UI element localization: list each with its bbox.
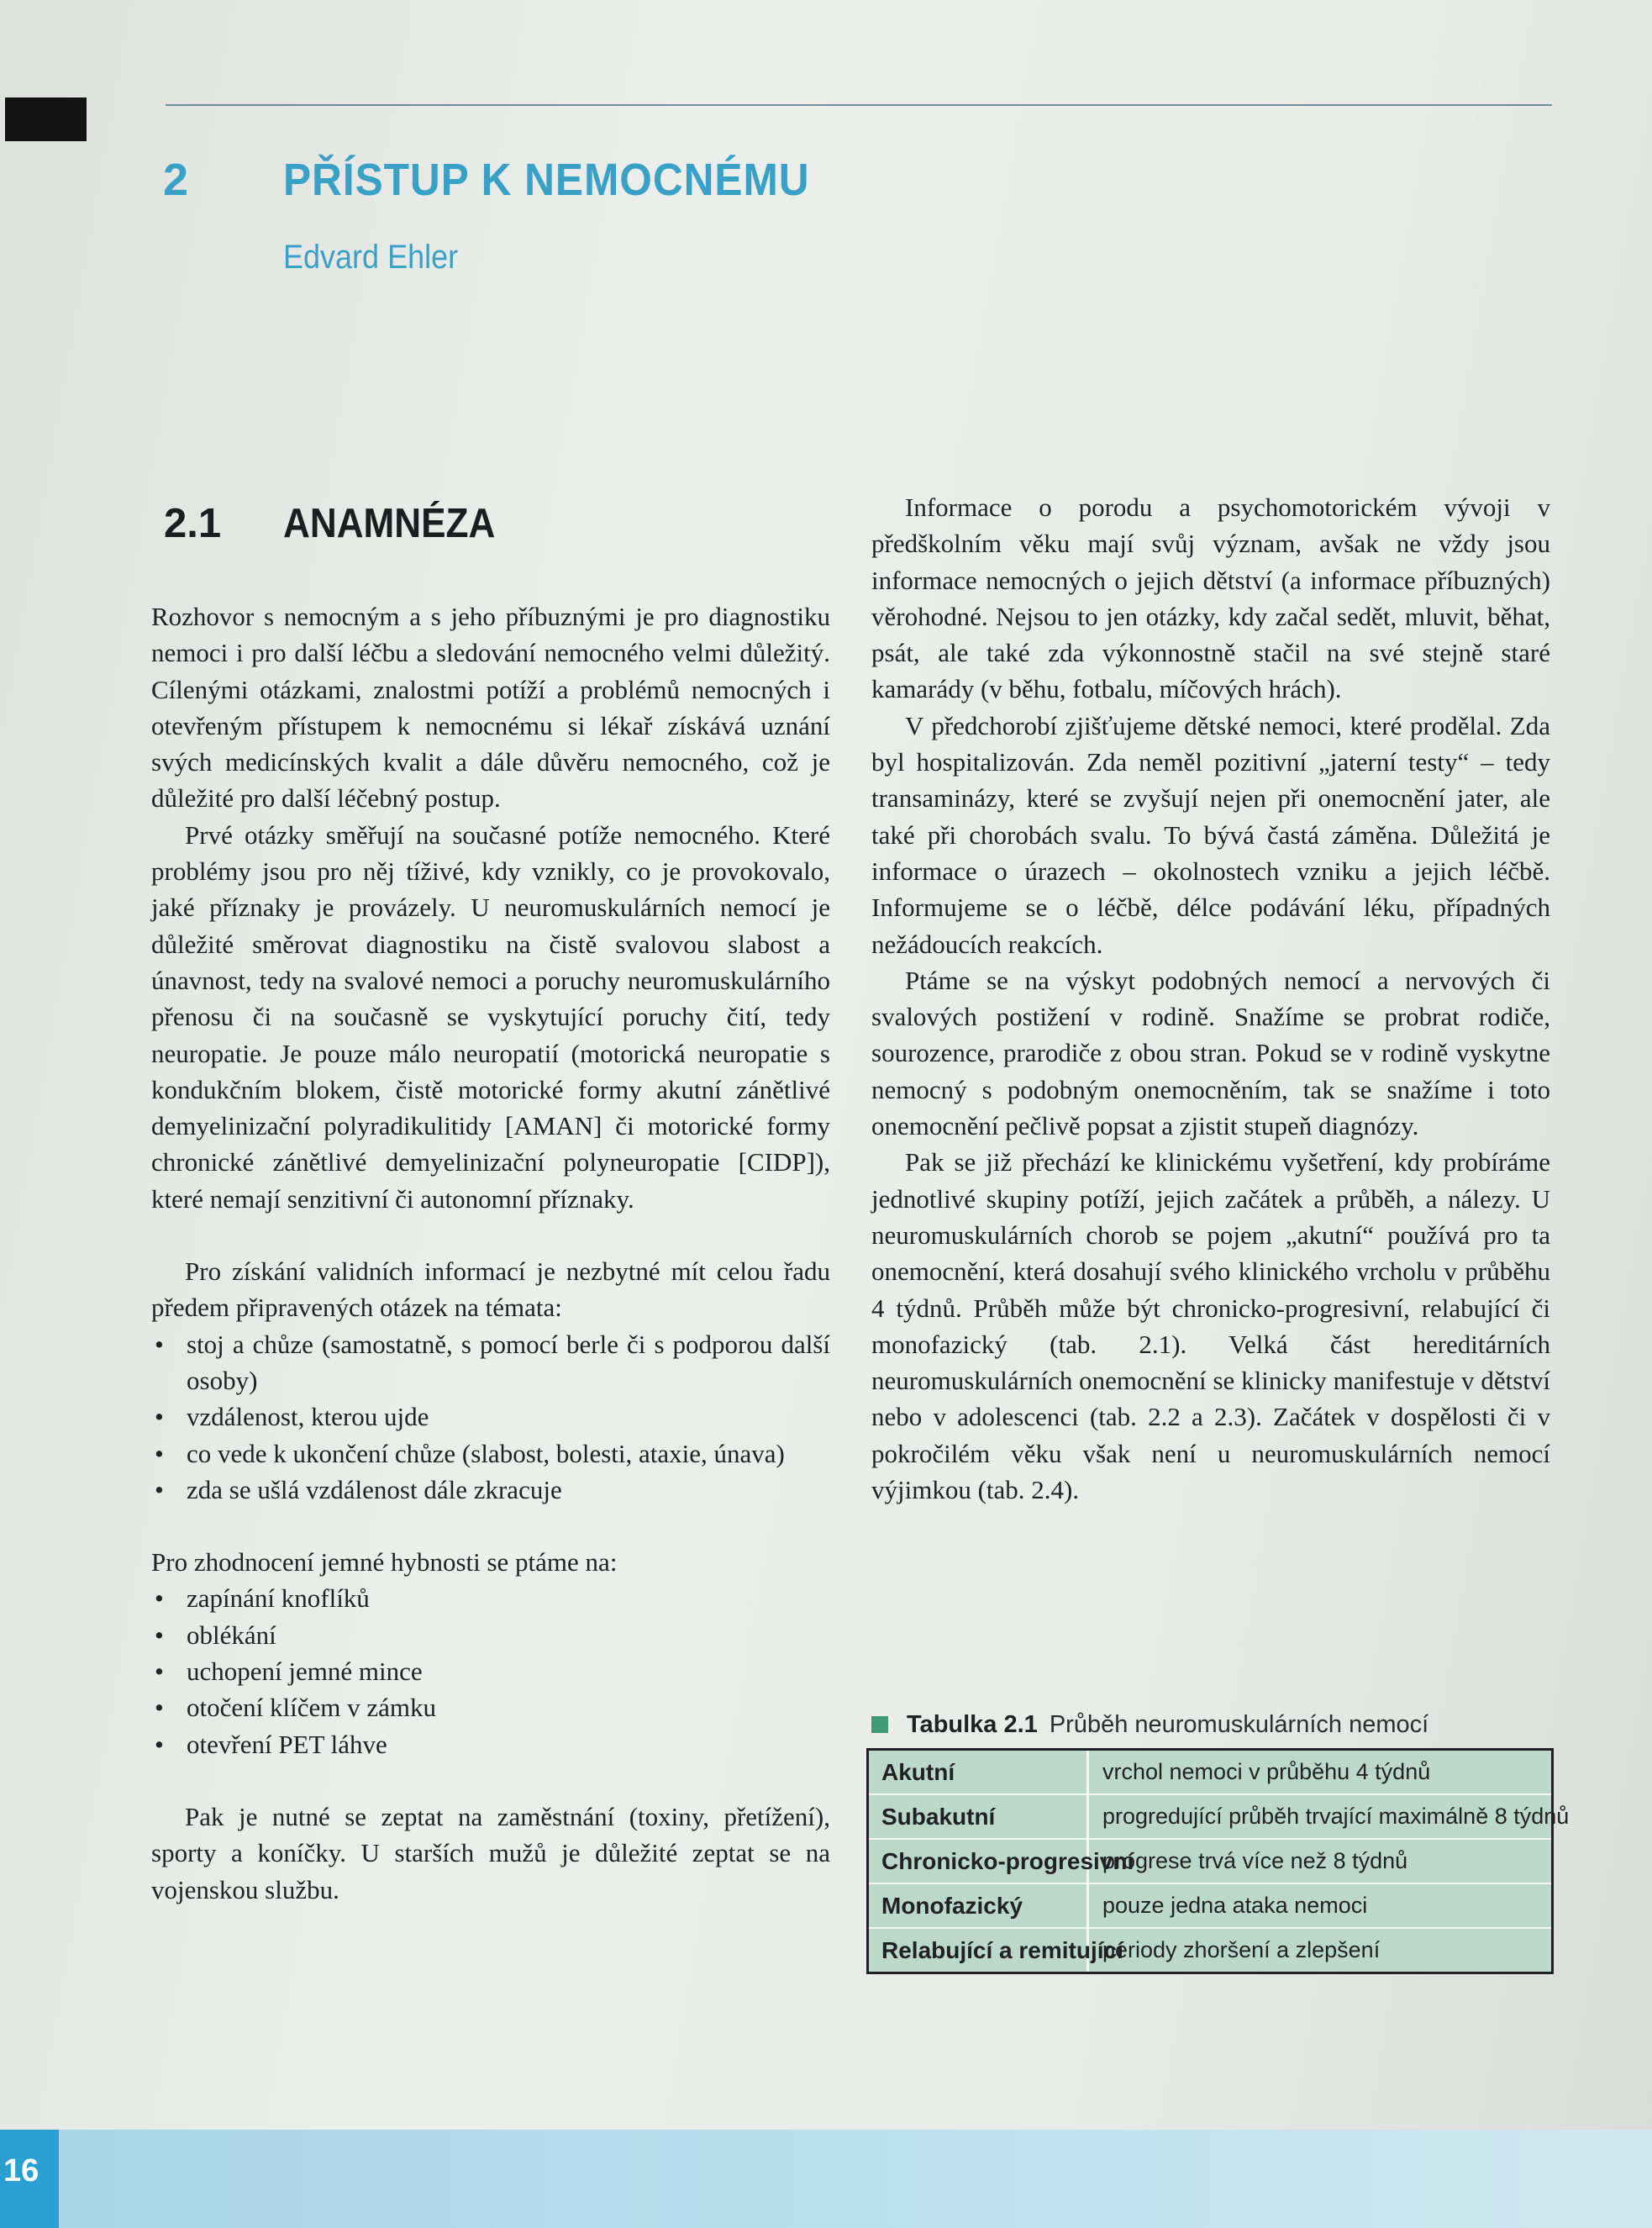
list-item bbox=[151, 1617, 830, 1653]
chapter-number: 2 bbox=[163, 155, 190, 205]
table-caption bbox=[871, 1708, 1428, 1741]
list-item bbox=[151, 1726, 830, 1762]
table-cell-desc: progredující průběh trvající maximálně 8 týdnů bbox=[1102, 1804, 1570, 1829]
table-row bbox=[869, 1883, 1551, 1927]
list-item-text: uchopení jemné mince bbox=[187, 1657, 423, 1687]
list-item-text: co vede k ukončení chůze (slabost, bolesti, ataxie, únava) bbox=[187, 1438, 785, 1468]
bullet-icon: • bbox=[155, 1657, 164, 1687]
paragraph: Prvé otázky směřují na současné potíže nemocného. Které problémy jsou pro něj tíživé, kdy vznikly, co je provokovalo, jaké příznaky je provázely. U neuromuskulárních nemocí je důležité směrovat diagnostiku na čistě svalovou slabost a únavnost, tedy na svalové nemoci a poruchy neuromuskulárního přenosu či na současně se vyskytující poruchy čití, tedy neuropatie. Je pouze málo neuropatií (motorická neuropatie s kondukčním blokem, čistě motorické formy akutní zánětlivé demyelinizační polyradikulitidy [AMAN] či motorické formy chronické zánětlivé demyelinizační polyneuropatie [CIDP]), které nemají senzitivní či autonomní příznaky. bbox=[151, 819, 830, 1214]
list-item-text: zda se ušlá vzdálenost dále zkracuje bbox=[187, 1474, 562, 1504]
list-item-text: otevření PET láhve bbox=[187, 1729, 387, 1759]
list-item bbox=[151, 1689, 830, 1725]
fine-motor-list bbox=[151, 1580, 830, 1762]
list-item-text: stoj a chůze (samostatně, s pomocí berle či s podporou další osoby) bbox=[187, 1329, 830, 1395]
list-item-text: vzdálenost, kterou ujde bbox=[187, 1402, 429, 1432]
list-item bbox=[151, 1472, 830, 1508]
topic-list bbox=[151, 1326, 830, 1508]
bullet-icon: • bbox=[155, 1402, 164, 1432]
list-item bbox=[151, 1435, 830, 1472]
list-item bbox=[151, 1653, 830, 1689]
list-item bbox=[151, 1326, 830, 1399]
right-column bbox=[871, 489, 1550, 1508]
bullet-icon: • bbox=[155, 1438, 164, 1468]
bullet-icon: • bbox=[155, 1729, 164, 1759]
chapter-author: Edvard Ehler bbox=[283, 239, 459, 276]
table-cell-term: Monofazický bbox=[869, 1884, 1089, 1927]
bullet-icon: • bbox=[155, 1583, 164, 1614]
paragraph: Pak je nutné se zeptat na zaměstnání (toxiny, přetížení), sporty a koníčky. U starších mužů je důležité zeptat se na vojenskou službu. bbox=[151, 1801, 830, 1904]
table-cell-desc: progrese trvá více než 8 týdnů bbox=[1102, 1848, 1408, 1873]
chapter-title: PŘÍSTUP K NEMOCNÉMU bbox=[283, 155, 810, 205]
paragraph: Pak se již přechází ke klinickému vyšetření, kdy probíráme jednotlivé skupiny potíží, jejich začátek a průběh, a nálezy. U neuromuskulárních chorob se pojem „akutní“ používá pro ta onemocnění, která dosahují svého klinického vrcholu v průběhu 4 týdnů. Průběh může být chronicko-progresivní, relabující či monofazický (tab. 2.1). Velká část hereditárních neuromuskulárních onemocnění se klinicky manifestuje v dětství nebo v adolescenci (tab. 2.2 a 2.3). Začátek v dospělosti či v pokročilém věku však není u neuromuskulárních nemocí výjimkou (tab. 2.4). bbox=[871, 1147, 1550, 1505]
list-item-text: oblékání bbox=[187, 1620, 276, 1650]
course-table bbox=[866, 1748, 1570, 1974]
table-row bbox=[869, 1751, 1551, 1793]
table-caption-text: Průběh neuromuskulárních nemocí bbox=[1049, 1710, 1429, 1738]
table-cell-term: Chronicko-progresivní bbox=[869, 1840, 1089, 1883]
paragraph: V předchorobí zjišťujeme dětské nemoci, které prodělal. Zda byl hospitalizován. Zda neměl pozitivní „jaterní testy“ – tedy transaminázy, které se zvyšují nejen při onemocnění jater, ale také při chorobách svalu. To bývá častá záměna. Důležitá je informace o úrazech – okolnostech vzniku a jejich léčbě. Informujeme se o léčbě, délce podávání léku, případných nežádoucích reakcích. bbox=[871, 710, 1550, 959]
table-cell-term: Relabující a remitující bbox=[869, 1929, 1089, 1972]
table-cell-term: Akutní bbox=[869, 1751, 1089, 1793]
table-row bbox=[869, 1793, 1570, 1838]
table-cell-desc: periody zhoršení a zlepšení bbox=[1102, 1937, 1381, 1962]
list-item bbox=[151, 1398, 830, 1435]
paragraph: Informace o porodu a psychomotorickém vývoji v předškolním věku mají svůj význam, avšak ne vždy jsou informace nemocných o jejich dětství (a informace příbuzných) věrohodné. Nejsou to jen otázky, kdy začal sedět, mluvit, běhat, psát, ale také zda výkonnostně stačil na své stejně staré kamarády (v běhu, fotbalu, míčových hrách). bbox=[871, 492, 1550, 704]
bullet-icon: • bbox=[155, 1474, 164, 1504]
page-number: 16 bbox=[3, 2153, 39, 2188]
corner-marker bbox=[5, 97, 87, 141]
list-item-text: otočení klíčem v zámku bbox=[187, 1693, 436, 1723]
bullet-icon: • bbox=[155, 1693, 164, 1723]
bullet-icon: • bbox=[155, 1329, 164, 1359]
paragraph: Ptáme se na výskyt podobných nemocí a nervových či svalových postižení v rodině. Snažíme se probrat rodiče, sourozence, prarodiče z obou stran. Pokud se v rodině vyskytne nemocný s podobným onemocněním, tak se snažíme i toto onemocnění pečlivě popsat a zjistit stupeň diagnózy. bbox=[871, 965, 1550, 1141]
table-row bbox=[869, 1838, 1551, 1883]
list-item bbox=[151, 1580, 830, 1616]
left-column bbox=[151, 598, 830, 1908]
table-cell-desc: pouze jedna ataka nemoci bbox=[1102, 1893, 1368, 1918]
section-title: ANAMNÉZA bbox=[283, 501, 496, 546]
paragraph: Rozhovor s nemocným a s jeho příbuznými je pro diagnostiku nemoci i pro další léčbu a sledování nemocného velmi důležitý. Cílenými otázkami, znalostmi potíží a problémů nemocných i otevřeným přístupem k nemocnému si lékař získává uznání svých medicínských kvalit a dále důvěru nemocného, což je důležité pro další léčebný postup. bbox=[151, 602, 830, 814]
bullet-icon: • bbox=[155, 1620, 164, 1650]
table-cell-term: Subakutní bbox=[869, 1795, 1089, 1838]
table-label: Tabulka 2.1 bbox=[907, 1710, 1038, 1738]
header-rule bbox=[166, 104, 1552, 106]
table-cell-desc: vrchol nemoci v průběhu 4 týdnů bbox=[1102, 1759, 1431, 1784]
paragraph: Pro zhodnocení jemné hybnosti se ptáme na: bbox=[151, 1547, 618, 1578]
paragraph: Pro získání validních informací je nezbytné mít celou řadu předem připravených otázek na témata: bbox=[151, 1256, 830, 1323]
section-number: 2.1 bbox=[164, 501, 222, 546]
list-item-text: zapínání knoflíků bbox=[187, 1583, 370, 1614]
caption-square-icon bbox=[871, 1716, 888, 1733]
footer-band bbox=[0, 2130, 1652, 2228]
table-row bbox=[869, 1927, 1551, 1972]
